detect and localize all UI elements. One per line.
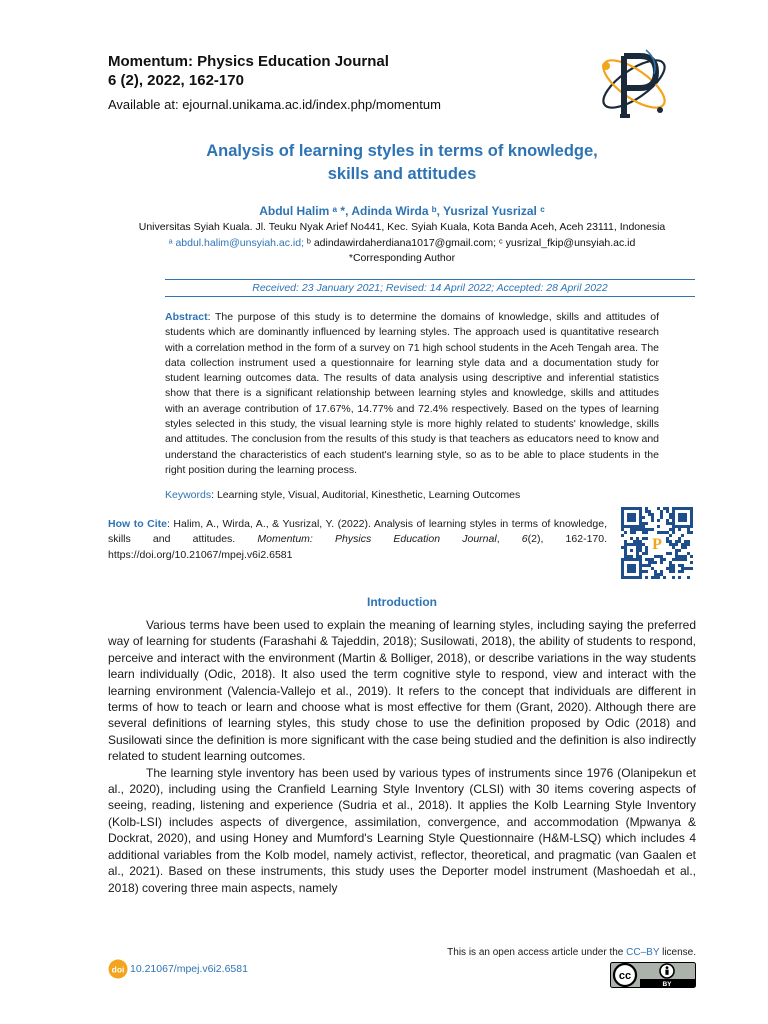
article-title-line-1: Analysis of learning styles in terms of knowledge,	[206, 142, 598, 160]
email-link-a[interactable]: ᵃ abdul.halim@unsyiah.ac.id;	[168, 237, 305, 249]
license-pre: This is an open access article under the	[447, 947, 627, 958]
divider-bottom	[165, 296, 695, 297]
journal-logo-icon	[594, 40, 674, 124]
qr-code-icon[interactable]	[621, 507, 693, 579]
authors: Abdul Halim ᵃ *, Adinda Wirda ᵇ, Yusrizal Yusrizal ᶜ	[259, 204, 545, 218]
license-note	[440, 946, 696, 960]
article-title-line-2: skills and attitudes	[327, 165, 477, 183]
keywords	[165, 488, 659, 503]
abstract	[165, 310, 659, 478]
cite-label: How to Cite	[108, 518, 167, 530]
how-to-cite	[108, 517, 607, 563]
doi-footer	[108, 958, 248, 980]
corresponding-author: *Corresponding Author	[348, 252, 456, 264]
svg-text:doi: doi	[111, 964, 125, 975]
license-link[interactable]: CC–BY	[626, 947, 660, 958]
journal-availability: Available at: ejournal.unikama.ac.id/index.php/momentum	[108, 97, 441, 112]
cite-volume: 6	[521, 533, 528, 546]
journal-issue: 6 (2), 2022, 162-170	[108, 72, 244, 89]
email-others: ᵇ adindawirdaherdiana1017@gmail.com; ᶜ yusrizal_fkip@unsyiah.ac.id	[304, 237, 636, 249]
cite-sep: ,	[496, 533, 522, 546]
author-emails	[108, 236, 696, 251]
journal-name: Momentum: Physics Education Journal	[108, 53, 389, 70]
keywords-text: : Learning style, Visual, Auditorial, Kinesthetic, Learning Outcomes	[211, 489, 521, 501]
affiliation: Universitas Syiah Kuala. Jl. Teuku Nyak Arief No441, Kec. Syiah Kuala, Kota Banda Aceh, Aceh 23111, Indonesia	[138, 221, 666, 233]
paragraph: The learning style inventory has been used by various types of instruments since 1976 (Olanipekun et al., 2020), including using the Cranfield Learning Style Inventory (CLSI) with 30 items covering aspects of seeing, reading, listening and experience (Sudria et al., 2018). It applies the Kolb Learning Style Inventory (Kolb-LSI) includes aspects of divergence, assimilation, convergence, and accommodation (Mpwanya & Dockrat, 2020), and using Honey and Mumford's Learning Style Questionnaire (H&M-LSQ) which includes 4 additional variables from the Kolb model, namely activist, reflector, theoretical, and pragmatic (van Gaalen et al., 2021). Based on these instruments, this study uses the Deporter model instrument (Mashoedah et al., 2018) covering three main aspects, namely	[108, 765, 696, 895]
cite-journal: Momentum: Physics Education Journal	[257, 533, 497, 546]
doi-link[interactable]: 10.21067/mpej.v6i2.6581	[130, 963, 248, 975]
doi-icon	[108, 959, 128, 979]
abstract-text: : The purpose of this study is to determine the domains of knowledge, skills and attitudes of students which are dominantly influenced by learning styles. The approach used is quantitative research with a correlation method in the form of a survey on 71 high school students in the Aceh Tengah area. The data collection instrument used a questionnaire for learning style data and a documentation study for student learning outcomes data. The results of data analysis using descriptive and inferential statistics show that there is a significant relationship between learning styles and knowledge, skills and attitudes with an average contribution of 17.67%, 14.77% and 72.4% respectively. Based on the types of learning styles selected in this study, the visual learning style is more highly related to students' knowledge, skills and attitudes. The conclusion from the results of this study is that teachers as educators need to know and understand the characteristics of each student's learning style, so as to be able to place students in the right position during the learning process.	[165, 311, 659, 476]
cite-text-post: (2), 162-170. https://doi.org/10.21067/mpej.v6i2.6581	[108, 533, 607, 561]
article-title	[108, 140, 696, 186]
license-post: license.	[659, 947, 696, 958]
received-dates: Received: 23 January 2021; Revised: 14 April 2022; Accepted: 28 April 2022	[252, 282, 608, 294]
cc-by-icon[interactable]	[610, 962, 696, 988]
keywords-label: Keywords	[165, 489, 212, 501]
svg-text:cc: cc	[618, 970, 632, 982]
cite-text-pre: : Halim, A., Wirda, A., & Yusrizal, Y. (2022). Analysis of learning styles in terms of knowledge, skills and attitudes.	[108, 518, 607, 546]
introduction-body	[108, 617, 696, 896]
abstract-label: Abstract	[165, 311, 208, 323]
cc-by-text: BY	[662, 981, 672, 988]
section-heading-introduction: Introduction	[367, 595, 437, 609]
divider-top	[165, 279, 695, 280]
paragraph: Various terms have been used to explain the meaning of learning styles, including saying the preferred way of learning for students (Farashahi & Tajeddin, 2018); Susilowati, 2018), the ability of students to respond, perceive and interact with the environment (Martin & Bolliger, 2018), or describe variations in the way students learn individually (Odic, 2018). It also used the term cognitive style to respond, view and interact with the learning environment (Valencia-Vallejo et al., 2019). It refers to the concept that individuals are different in terms of how to teach or learn and choose what is most effective for them (Grant, 2020). Although there are several definitions of learning styles, this study chose to use the definition proposed by Odic (2018) and Susilowati since the definition is more significant with the case being studied and the definition is also indirectly related to student learning outcomes.	[108, 618, 696, 764]
svg-text:P: P	[652, 536, 662, 553]
